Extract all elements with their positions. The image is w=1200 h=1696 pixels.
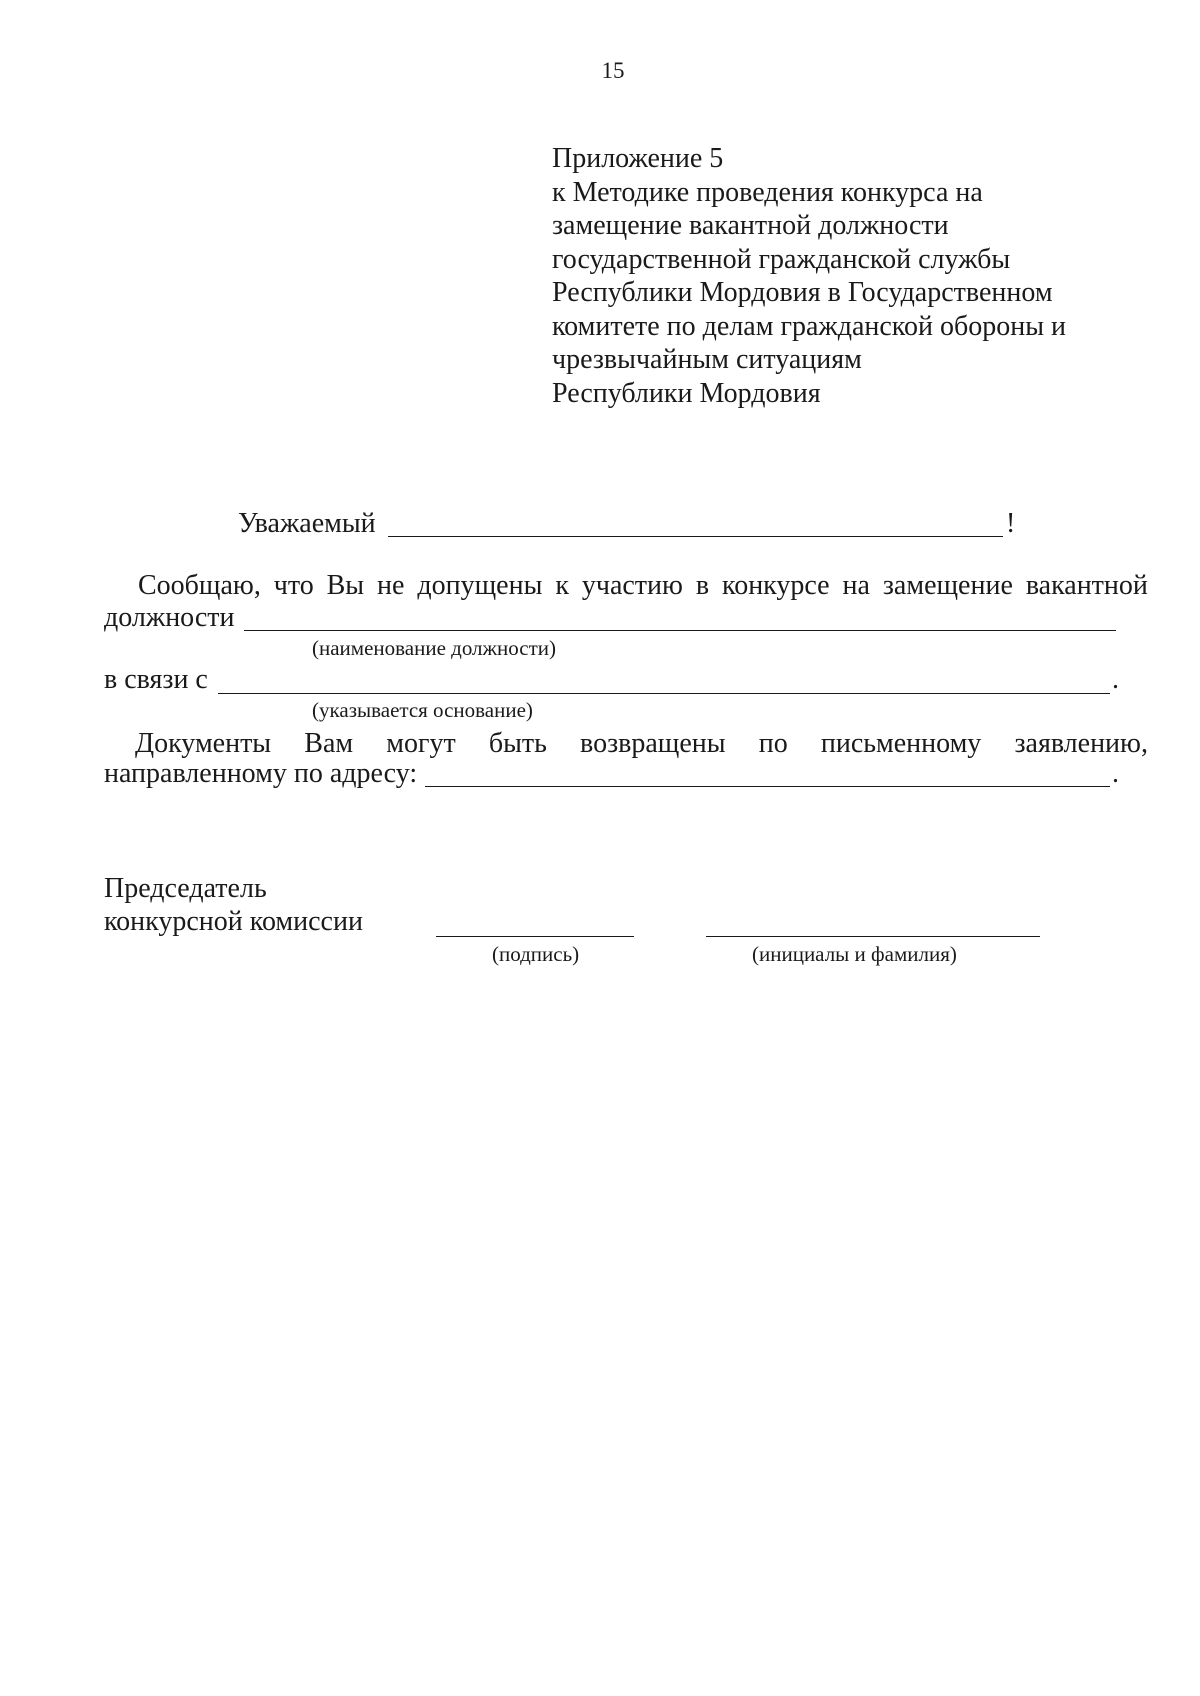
address-end-mark: . [1112, 758, 1119, 789]
word: по [758, 728, 788, 759]
position-name-line[interactable] [244, 630, 1116, 631]
word: к [555, 570, 569, 601]
page-number: 15 [601, 58, 625, 83]
appendix-header [552, 142, 1066, 410]
position-label: должности [104, 602, 235, 633]
word: вакантной [1025, 570, 1148, 601]
word: Документы [135, 728, 272, 759]
appendix-line: Республики Мордовия в Государственном [552, 277, 1053, 308]
appendix-line: Приложение 5 [552, 143, 724, 174]
chairman-title-line-1: Председатель [104, 873, 267, 904]
word: письменному [820, 728, 982, 759]
word: Сообщаю, [138, 570, 261, 601]
word: на [842, 570, 870, 601]
word: могут [386, 728, 456, 759]
appendix-line: государственной гражданской службы [552, 243, 1011, 275]
reason-label: в связи с [104, 664, 208, 695]
address-line[interactable] [425, 786, 1110, 787]
word: замещение [882, 570, 1013, 601]
recipient-name-line[interactable] [388, 536, 1003, 537]
salutation-end-mark: ! [1006, 508, 1016, 539]
position-hint: (наименование должности) [312, 636, 557, 660]
signature-line[interactable] [436, 936, 634, 937]
word: Вам [304, 728, 354, 759]
word: допущены [417, 570, 543, 601]
reason-end-mark: . [1112, 664, 1119, 695]
word: Вы [326, 570, 365, 601]
appendix-line: к Методике проведения конкурса на [552, 176, 983, 208]
word: участию [581, 570, 683, 601]
word: не [377, 570, 405, 601]
appendix-line: Республики Мордовия [552, 377, 821, 409]
signature-hint: (подпись) [492, 942, 580, 966]
appendix-line: замещение вакантной должности [552, 210, 949, 241]
appendix-line: чрезвычайным ситуациям [552, 344, 862, 375]
address-label: направленному по адресу: [104, 758, 418, 789]
reason-line[interactable] [218, 693, 1110, 694]
word: в [695, 570, 710, 601]
word: быть [488, 728, 547, 759]
salutation-word: Уважаемый [238, 508, 376, 539]
name-hint: (инициалы и фамилия) [752, 942, 957, 966]
word: что [273, 570, 314, 601]
word: конкурсе [722, 570, 830, 601]
notice-line-1 [138, 570, 1148, 602]
reason-hint: (указывается основание) [312, 698, 533, 722]
chairman-title-line-2: конкурсной комиссии [104, 906, 363, 937]
documents-line-1 [135, 728, 1148, 760]
word: возвращены [580, 728, 726, 759]
name-line[interactable] [706, 936, 1040, 937]
appendix-line: комитете по делам гражданской обороны и [552, 310, 1066, 342]
word: заявлению, [1014, 728, 1148, 759]
